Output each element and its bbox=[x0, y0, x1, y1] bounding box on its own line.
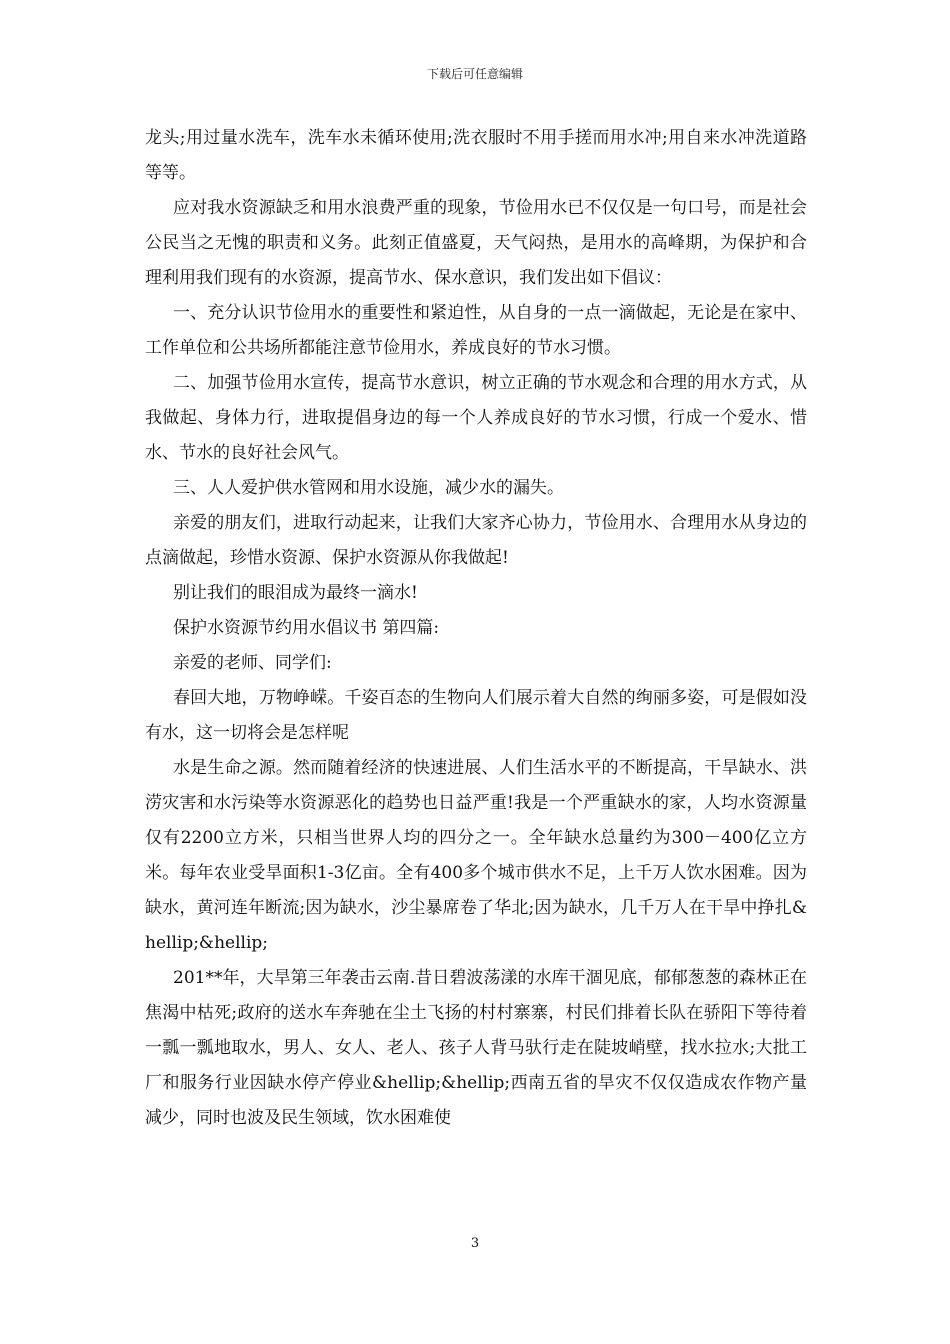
paragraph: 春回大地，万物峥嵘。千姿百态的生物向人们展示着大自然的绚丽多姿，可是假如没有水，这一切将会是怎样呢 bbox=[145, 688, 807, 743]
paragraph: 水是生命之源。然而随着经济的快速进展、人们生活水平的不断提高，干旱缺水、洪涝灾害和水污染等水资源恶化的趋势也日益严重!我是一个严重缺水的家，人均水资源量仅有2200立方米，只相当世界人均的四分之一。全年缺水总量约为300－400亿立方米。每年农业受旱面积1-3亿亩。全有400多个城市供水不足，上千万人饮水困难。因为缺水，黄河连年断流;因为缺水，沙尘暴席卷了华北;因为缺水，几千万人在干旱中挣扎&hellip;&hellip; bbox=[145, 758, 807, 953]
paragraph: 龙头;用过量水洗车，洗车水未循环使用;洗衣服时不用手搓而用水冲;用自来水冲洗道路等等。 bbox=[145, 128, 807, 183]
paragraph: 201**年，大旱第三年袭击云南.昔日碧波荡漾的水库干涸见底，郁郁葱葱的森林正在焦渴中枯死;政府的送水车奔驰在尘土飞扬的村村寨寨，村民们排着长队在骄阳下等待着一瓢一瓢地取水，男人、女人、老人、孩子人背马驮行走在陡坡峭壁，找水拉水;大批工厂和服务行业因缺水停产停业&hellip;&hellip;西南五省的旱灾不仅仅造成农作物产量减少，同时也波及民生领域，饮水困难使 bbox=[145, 968, 807, 1128]
page-header: 下载后可任意编辑 bbox=[426, 67, 523, 81]
document-body bbox=[145, 121, 807, 1136]
paragraph: 三、人人爱护供水管网和用水设施，减少水的漏失。 bbox=[173, 478, 564, 498]
paragraph: 亲爱的朋友们，进取行动起来，让我们大家齐心协力，节俭用水、合理用水从身边的点滴做起，珍惜水资源、保护水资源从你我做起! bbox=[145, 513, 807, 568]
paragraph: 一、充分认识节俭用水的重要性和紧迫性，从自身的一点一滴做起，无论是在家中、工作单位和公共场所都能注意节俭用水，养成良好的节水习惯。 bbox=[145, 303, 807, 358]
paragraph: 二、加强节俭用水宣传，提高节水意识，树立正确的节水观念和合理的用水方式，从我做起、身体力行，进取提倡身边的每一个人养成良好的节水习惯，行成一个爱水、惜水、节水的良好社会风气。 bbox=[145, 373, 807, 463]
section-heading: 保护水资源节约用水倡议书 第四篇: bbox=[173, 618, 440, 638]
paragraph: 应对我水资源缺乏和用水浪费严重的现象，节俭用水已不仅仅是一句口号，而是社会公民当之无愧的职责和义务。此刻正值盛夏，天气闷热，是用水的高峰期，为保护和合理利用我们现有的水资源，提高节水、保水意识，我们发出如下倡议： bbox=[145, 198, 807, 288]
page-number: 3 bbox=[470, 1236, 480, 1251]
salutation: 亲爱的老师、同学们: bbox=[173, 653, 332, 673]
paragraph: 别让我们的眼泪成为最终一滴水! bbox=[173, 583, 418, 603]
